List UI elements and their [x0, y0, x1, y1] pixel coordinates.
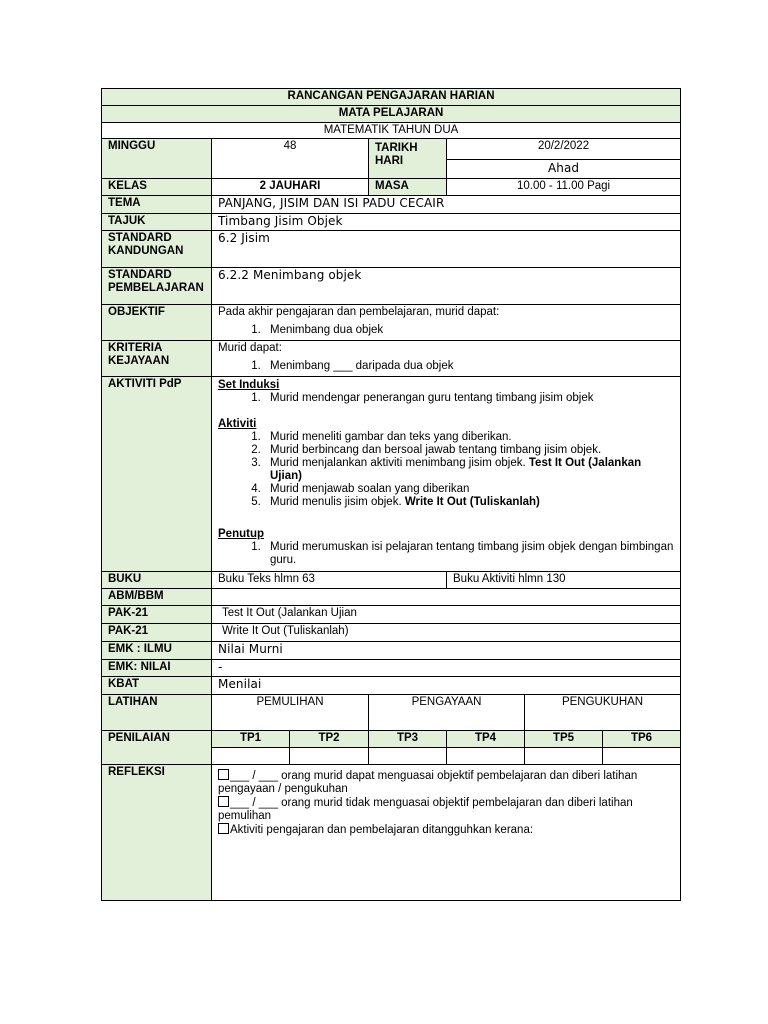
- objektif-item: 1. Menimbang dua objek: [264, 324, 674, 337]
- kriteria-label: [102, 341, 212, 377]
- checkbox-icon[interactable]: [218, 823, 229, 834]
- masa-label: MASA: [369, 179, 447, 196]
- tema-label: TEMA: [102, 196, 212, 214]
- latihan-pengukuhan: PENGUKUHAN: [525, 695, 681, 731]
- kriteria-cell: [212, 341, 681, 377]
- refleksi-line-2: [218, 796, 674, 823]
- tajuk-label: TAJUK: [102, 214, 212, 231]
- minggu-label: MINGGU: [102, 139, 212, 179]
- penilaian-label: PENILAIAN: [102, 731, 212, 765]
- refleksi-line-3: [218, 823, 674, 837]
- latihan-pengayaan: PENGAYAAN: [369, 695, 525, 731]
- tp-cell: [290, 748, 369, 765]
- checkbox-icon[interactable]: [218, 796, 229, 807]
- tp-cell: [447, 748, 525, 765]
- kbat-label: KBAT: [102, 677, 212, 695]
- objektif-intro: Pada akhir pengajaran dan pembelajaran, murid dapat:: [218, 306, 500, 318]
- tp-header: TP1: [212, 731, 290, 748]
- tp-cell: [603, 748, 681, 765]
- tp-cell: [369, 748, 447, 765]
- kriteria-label-line2: KEJAYAAN: [108, 355, 170, 367]
- emk-nilai-label: EMK: NILAI: [102, 660, 212, 677]
- emk-ilmu-label: EMK : ILMU: [102, 642, 212, 660]
- kriteria-label-line1: KRITERIA: [108, 342, 163, 354]
- buku-label: BUKU: [102, 572, 212, 589]
- penutup-title: Penutup: [218, 528, 264, 540]
- sk-value: 6.2 Jisim: [212, 231, 681, 268]
- pak21-value-2: Write It Out (Tuliskanlah): [212, 624, 681, 642]
- sp-label-line1: STANDARD: [108, 269, 172, 281]
- tema-value: PANJANG, JISIM DAN ISI PADU CECAIR: [212, 196, 681, 214]
- sk-label-line1: STANDARD: [108, 232, 172, 244]
- buku-aktiviti: Buku Aktiviti hlmn 130: [447, 572, 681, 589]
- lesson-plan-sheet: [101, 88, 680, 901]
- kelas-label: KELAS: [102, 179, 212, 196]
- sk-label: [102, 231, 212, 268]
- aktiviti-label: AKTIVITI PdP: [102, 377, 212, 572]
- kelas-value: 2 JAUHARI: [212, 179, 369, 196]
- tarikh-label: TARIKH: [375, 142, 418, 154]
- sk-label-line2: KANDUNGAN: [108, 245, 184, 257]
- hari-value: Ahad: [547, 161, 580, 175]
- refleksi-label: REFLEKSI: [102, 765, 212, 901]
- tarikh-value: 20/2/2022: [447, 139, 680, 160]
- subject-value: MATEMATIK TAHUN DUA: [102, 123, 681, 139]
- aktiviti-item: 1. Murid meneliti gambar dan teks yang diberikan.: [264, 431, 674, 444]
- tp-cell: [525, 748, 603, 765]
- penutup-item: 1. Murid merumuskan isi pelajaran tentang timbang jisim objek dengan bimbingan guru.: [264, 541, 674, 567]
- latihan-label: LATIHAN: [102, 695, 212, 731]
- objektif-label: OBJEKTIF: [102, 305, 212, 341]
- tajuk-value: Timbang Jisim Objek: [212, 214, 681, 231]
- kriteria-intro: Murid dapat:: [218, 342, 282, 354]
- tp-header: TP3: [369, 731, 447, 748]
- emk-nilai-value: -: [212, 660, 681, 677]
- aktiviti-item: [264, 457, 674, 483]
- minggu-value: 48: [212, 139, 369, 179]
- aktiviti-item: [264, 496, 674, 509]
- objektif-cell: [212, 305, 681, 341]
- aktiviti-5-text: Murid menulis jisim objek.: [270, 496, 402, 508]
- tp-header: TP5: [525, 731, 603, 748]
- emk-ilmu-value: Nilai Murni: [212, 642, 681, 660]
- checkbox-icon[interactable]: [218, 769, 229, 780]
- refleksi-text-1: ___ / ___ orang murid dapat menguasai objektif pembelajaran dan diberi latihan pengayaan / pengukuhan: [218, 770, 638, 795]
- masa-value: 10.00 - 11.00 Pagi: [447, 179, 681, 196]
- document-title: RANCANGAN PENGAJARAN HARIAN: [102, 89, 681, 106]
- refleksi-text-3: Aktiviti pengajaran dan pembelajaran ditangguhkan kerana:: [230, 824, 534, 836]
- tarikh-hari-values: [447, 139, 681, 179]
- pak21-value-1: Test It Out (Jalankan Ujian: [212, 606, 681, 624]
- aktiviti-title: Aktiviti: [218, 418, 257, 430]
- tp-header: TP6: [603, 731, 681, 748]
- kbat-value: Menilai: [212, 677, 681, 695]
- hari-label: HARI: [375, 155, 404, 167]
- tarikh-hari-label: [369, 139, 447, 179]
- refleksi-cell: [212, 765, 681, 901]
- set-induksi-item: 1. Murid mendengar penerangan guru tentang timbang jisim objek: [264, 392, 674, 405]
- set-induksi-title: Set Induksi: [218, 379, 280, 391]
- lesson-plan-table: [101, 88, 681, 901]
- pak21-label-1: PAK-21: [102, 606, 212, 624]
- kriteria-item: 1. Menimbang ___ daripada dua objek: [264, 360, 674, 373]
- refleksi-text-2: ___ / ___ orang murid tidak menguasai objektif pembelajaran dan diberi latihan pemulihan: [218, 797, 633, 822]
- sp-label-line2: PEMBELAJARAN: [108, 282, 204, 294]
- sp-value: 6.2.2 Menimbang objek: [212, 268, 681, 305]
- tp-cell: [212, 748, 290, 765]
- aktiviti-cell: [212, 377, 681, 572]
- aktiviti-3-text: Murid menjalankan aktiviti menimbang jisim objek.: [270, 457, 526, 469]
- tp-header: TP2: [290, 731, 369, 748]
- pak21-label-2: PAK-21: [102, 624, 212, 642]
- latihan-pemulihan: PEMULIHAN: [212, 695, 369, 731]
- tp-header: TP4: [447, 731, 525, 748]
- aktiviti-item: 4. Murid menjawab soalan yang diberikan: [264, 483, 674, 496]
- buku-teks: Buku Teks hlmn 63: [212, 572, 447, 589]
- refleksi-line-1: [218, 769, 674, 796]
- aktiviti-5-bold: Write It Out (Tuliskanlah): [404, 496, 540, 508]
- aktiviti-3-bold: Test It Out (Jalankan Ujian): [270, 457, 642, 482]
- sp-label: [102, 268, 212, 305]
- abm-label: ABM/BBM: [102, 589, 212, 606]
- abm-value: [212, 589, 681, 606]
- aktiviti-item: 2. Murid berbincang dan bersoal jawab tentang timbang jisim objek.: [264, 444, 674, 457]
- subject-label: MATA PELAJARAN: [102, 106, 681, 123]
